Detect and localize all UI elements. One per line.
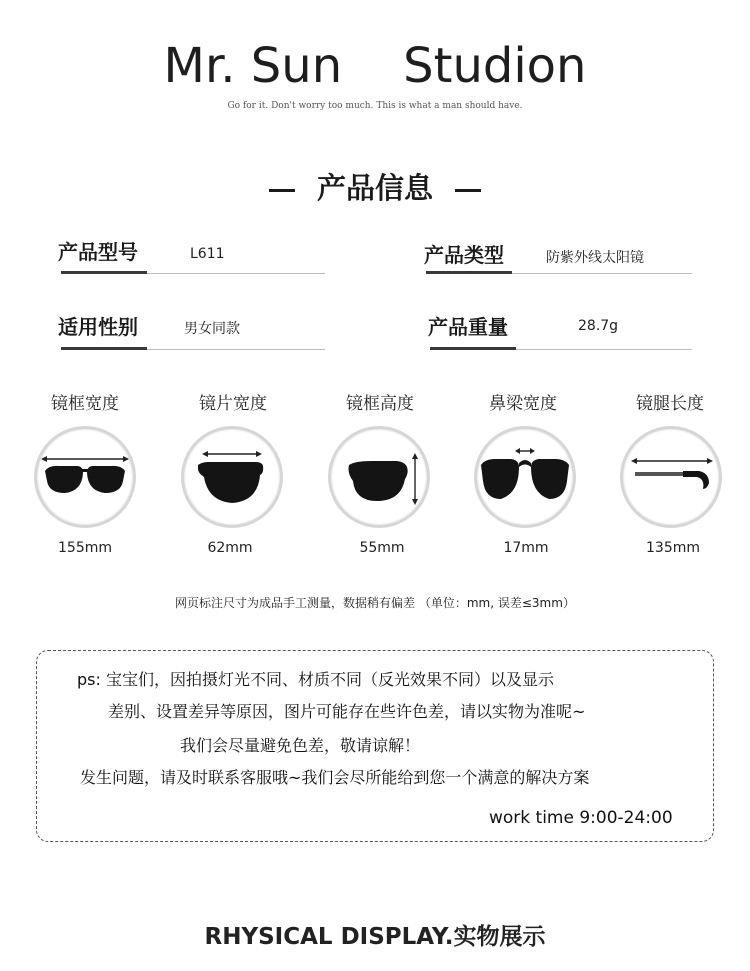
spec-underline-accent xyxy=(61,271,147,274)
physical-display-title: RHYSICAL DISPLAY.实物展示 xyxy=(204,924,546,950)
notice-line: ps: 宝宝们，因拍摄灯光不同、材质不同（反光效果不同）以及显示 xyxy=(77,670,554,689)
measure-value: 55mm xyxy=(359,540,405,556)
notice-line: 我们会尽量避免色差，敬请谅解！ xyxy=(180,736,421,755)
measure-value: 135mm xyxy=(646,540,700,556)
spec-underline-accent xyxy=(430,347,516,350)
temple-length-icon xyxy=(620,426,722,528)
title-dash-left xyxy=(269,189,295,192)
measure-value: 62mm xyxy=(207,540,253,556)
spec-underline xyxy=(147,273,325,274)
spec-underline xyxy=(147,349,325,350)
lens-width-icon xyxy=(181,426,283,528)
spec-value-weight: 28.7g xyxy=(578,318,619,334)
notice-line: 差别、设置差异等原因，图片可能存在些许色差，请以实物为准呢~ xyxy=(108,702,586,721)
frame-height-icon xyxy=(328,426,430,528)
spec-value-type: 防紫外线太阳镜 xyxy=(546,250,644,266)
work-time: work time 9:00-24:00 xyxy=(489,808,673,828)
brand-tagline: Go for it. Don't worry too much. This is what a man should have. xyxy=(227,101,523,111)
measure-title: 鼻梁宽度 xyxy=(489,394,557,414)
measure-title: 镜框高度 xyxy=(346,394,414,414)
spec-underline-accent xyxy=(426,271,512,274)
spec-label-gender: 适用性别 xyxy=(58,315,138,339)
spec-underline xyxy=(512,273,692,274)
notice-line: 发生问题，请及时联系客服哦~我们会尽所能给到您一个满意的解决方案 xyxy=(80,768,590,787)
section-title-text: 产品信息 xyxy=(316,171,433,205)
measurement-note: 网页标注尺寸为成品手工测量，数据稍有偏差 （单位：mm, 误差≤3mm） xyxy=(175,596,575,610)
frame-width-icon xyxy=(34,426,136,528)
spec-value-gender: 男女同款 xyxy=(184,321,240,337)
title-dash-right xyxy=(455,189,481,192)
measure-title: 镜片宽度 xyxy=(199,394,267,414)
spec-label-type: 产品类型 xyxy=(424,243,504,267)
bridge-width-icon xyxy=(474,426,576,528)
measure-title: 镜框宽度 xyxy=(51,394,119,414)
spec-label-model: 产品型号 xyxy=(58,240,138,264)
measure-value: 155mm xyxy=(58,540,112,556)
spec-label-weight: 产品重量 xyxy=(428,315,508,339)
measure-title: 镜腿长度 xyxy=(636,394,704,414)
measure-value: 17mm xyxy=(503,540,549,556)
brand-title: Mr. Sun Studion xyxy=(163,38,587,94)
section-title xyxy=(0,166,750,207)
spec-value-model: L611 xyxy=(190,246,225,262)
spec-underline-accent xyxy=(61,347,147,350)
spec-underline xyxy=(516,349,692,350)
